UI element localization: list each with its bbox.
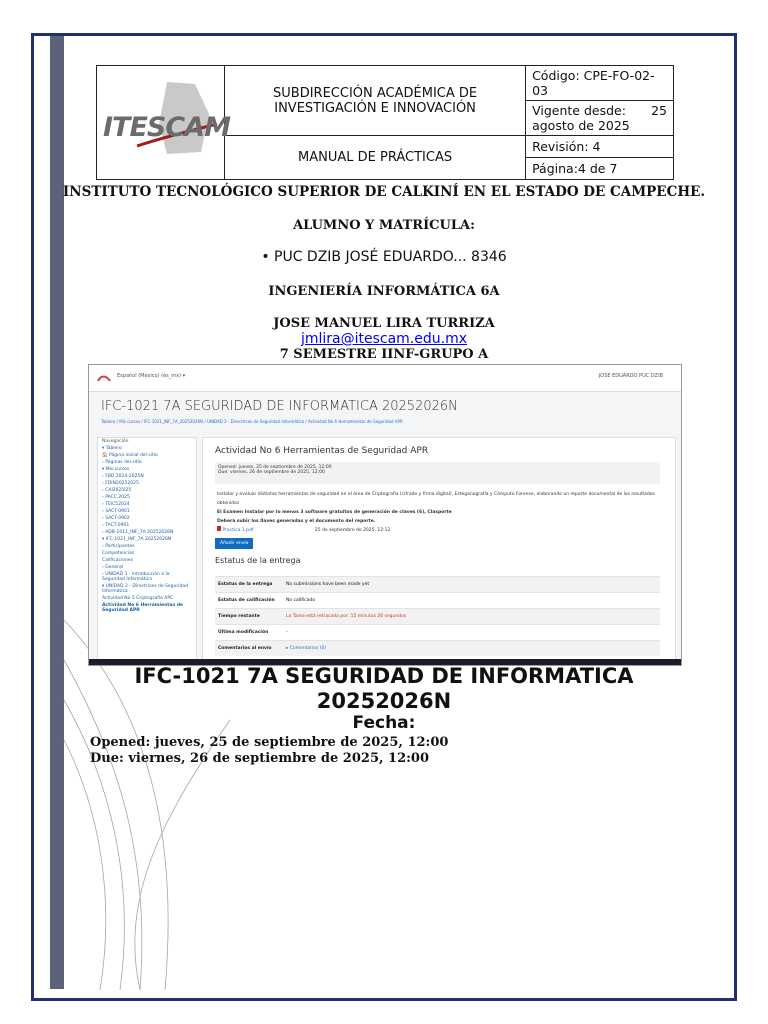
nav-item[interactable]: › SACT-0902 xyxy=(102,516,130,521)
nav-item[interactable]: Actividad No 5 Criptografía APC xyxy=(102,596,174,601)
institute-name: INSTITUTO TECNOLÓGICO SUPERIOR DE CALKINÍ EN EL ESTADO DE CAMPECHE. xyxy=(62,184,706,200)
nav-item[interactable]: › UNIDAD 1 - Introducción a la Seguridad Informática xyxy=(102,572,170,582)
nav-item[interactable]: › ADB-1011_INF_7A 20252026N xyxy=(102,530,174,535)
activity-dates xyxy=(215,462,660,484)
language-menu[interactable]: Español (México) (es_mx) ▾ xyxy=(117,373,186,379)
date-label: Fecha: xyxy=(352,713,416,733)
student-heading: ALUMNO Y MATRÍCULA: xyxy=(293,218,475,233)
moodle-logo-icon xyxy=(97,373,111,383)
nav-item[interactable]: › Páginas del sitio xyxy=(102,460,142,465)
nav-item[interactable]: ▾ UNIDAD 2 - Directrices de Seguridad Informática xyxy=(102,584,188,594)
table-row: Comentarios al envío ▸ Comentarios (0) xyxy=(215,641,660,657)
nav-item[interactable]: › CAI2025I25 xyxy=(102,488,132,493)
code-validity-cell xyxy=(526,66,674,136)
moodle-screenshot xyxy=(88,364,682,666)
career: INGENIERÍA INFORMÁTICA 6A xyxy=(268,284,500,299)
document-header-table xyxy=(96,65,674,180)
caption-title-line1: IFC-1021 7A SEGURIDAD DE INFORMATICA xyxy=(134,664,634,688)
revision-page-cell xyxy=(526,136,674,180)
submission-status-heading: Estatus de la entrega xyxy=(215,556,301,565)
nav-item[interactable]: › PACC 2025 xyxy=(102,495,130,500)
table-row: Tiempo restante La Tarea está retrasada por: 15 minutos 26 segundos xyxy=(215,609,660,625)
nav-item[interactable]: ▾ IFC-1021_INF_7A 20252026N xyxy=(102,537,172,542)
add-submission-button[interactable]: Añadir envío xyxy=(215,538,253,549)
valid-from: Vigente desde: 25 agosto de 2025 xyxy=(532,103,667,133)
revision: Revisión: 4 xyxy=(526,136,673,158)
nav-item[interactable]: ▾ Mis cursos xyxy=(102,467,130,472)
opened-date: Opened: jueves, 25 de septiembre de 2025, 12:00 xyxy=(218,465,332,470)
nav-item[interactable]: ▾ Tablero xyxy=(102,446,122,451)
file-link[interactable]: Practica 1.pdf xyxy=(222,528,254,533)
department-title: SUBDIRECCIÓN ACADÉMICA DE INVESTIGACIÓN E INNOVACIÓN xyxy=(225,66,526,136)
due-date: Due: viernes, 26 de septiembre de 2025, 12:00 xyxy=(218,470,325,475)
document-code: Código: CPE-FO-02-03 xyxy=(526,66,673,101)
group: 7 SEMESTRE IINF-GRUPO A xyxy=(279,347,489,362)
course-title: IFC-1021 7A SEGURIDAD DE INFORMATICA 20252026N xyxy=(101,399,458,414)
navigation-block xyxy=(97,437,197,661)
activity-title: Actividad No 6 Herramientas de Seguridad APR xyxy=(215,446,429,456)
nav-item[interactable]: › SACT-0901 xyxy=(102,509,130,514)
breadcrumb[interactable]: Tablero / Mis cursos / IFC-1021_INF_7A_20252026N / UNIDAD 2 - Directrices de Seguridad Informática / Actividad No 6 Herramientas de Seguridad APR xyxy=(101,419,403,424)
nav-item[interactable]: › General xyxy=(102,565,123,570)
teacher-email-link[interactable]: jmlira@itescam.edu.mx xyxy=(300,331,468,347)
nav-item[interactable]: Actividad No 6 Herramientas de Seguridad APR xyxy=(102,603,183,613)
nav-item: Navegación xyxy=(102,439,129,444)
page-number: Página:4 de 7 xyxy=(532,161,618,176)
due-line: Due: viernes, 26 de septiembre de 2025, 12:00 xyxy=(90,751,430,766)
activity-description: Instalar y evaluar distintas herramientas de seguridad en el área de Criptografía (cifrado y firma digital), Esteganografía y Cómputo Forense, elaborando un reporte documental de los resultados obtenidos El Examen Instalar por lo menos 3 software gratuitos de generación de claves (6), Clasporte Deberá subir los llaves generadas y el documento del reporte. Practica 1.pdf 25 de septiembre de 2025, 12:12 xyxy=(217,490,657,535)
moodle-topbar xyxy=(89,365,681,392)
user-menu[interactable]: JOSE EDUARDO PUC DZIB xyxy=(598,373,663,379)
table-row: Estatus de la entrega No submissions have been made yet xyxy=(215,577,660,593)
nav-item[interactable]: › FBD 2024-2025N xyxy=(102,474,144,479)
manual-title: MANUAL DE PRÁCTICAS xyxy=(225,136,526,180)
nav-item[interactable]: 🏠 Página inicial del sitio xyxy=(102,453,158,458)
logo-cell xyxy=(97,66,230,180)
teacher-name: JOSE MANUEL LIRA TURRIZA xyxy=(273,316,495,331)
caption-title-line2: 20252026N xyxy=(316,689,452,713)
nav-item[interactable]: › TACT-0901 xyxy=(102,523,130,528)
attached-file: Practica 1.pdf 25 de septiembre de 2025, 12:12 xyxy=(217,526,657,535)
nav-item[interactable]: › TEIC52024 xyxy=(102,502,130,507)
activity-panel xyxy=(202,437,676,661)
nav-item[interactable]: › Participantes xyxy=(102,544,135,549)
nav-item[interactable]: › FDIN20252025 xyxy=(102,481,139,486)
nav-item[interactable]: Competencias xyxy=(102,551,135,556)
pdf-icon xyxy=(217,526,221,531)
table-row: Última modificación - xyxy=(215,625,660,641)
nav-item[interactable]: Calificaciones xyxy=(102,558,133,563)
submission-status-table xyxy=(215,576,660,656)
logo-text: ITESCAM xyxy=(103,111,230,143)
table-row: Estatus de calificación No calificado xyxy=(215,593,660,609)
student-name: • PUC DZIB JOSÉ EDUARDO... 8346 xyxy=(261,249,507,265)
opened-line: Opened: jueves, 25 de septiembre de 2025, 12:00 xyxy=(90,735,449,750)
